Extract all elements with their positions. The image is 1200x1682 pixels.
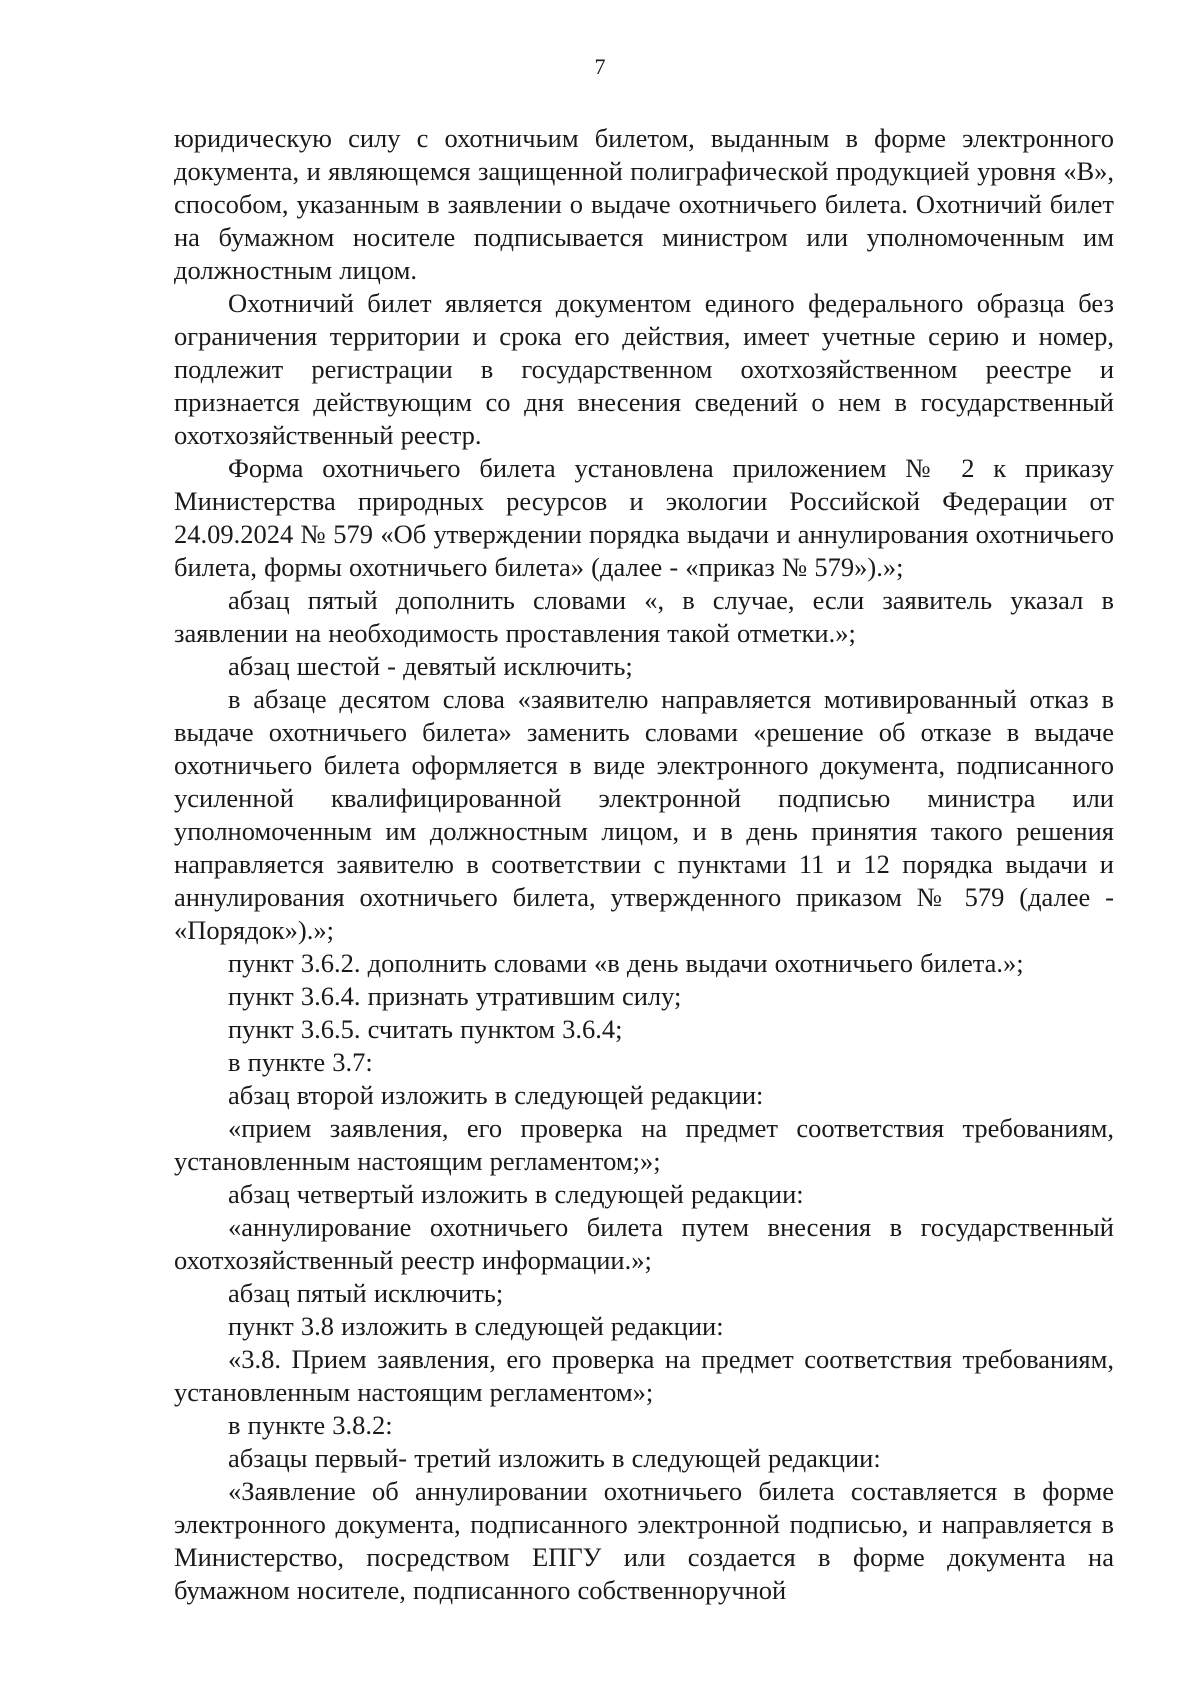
paragraph-16: пункт 3.8 изложить в следующей редакции: bbox=[228, 1311, 724, 1341]
paragraph-8: пункт 3.6.4. признать утратившим силу; bbox=[228, 981, 682, 1011]
paragraph-12: «прием заявления, его проверка на предмет соответствия требованиям, установленным настоящим регламентом;»; bbox=[174, 1113, 1114, 1176]
paragraph-1: юридическую силу с охотничьим билетом, выданным в форме электронного документа, и являющемся защищенной полиграфической продукцией уровня «В», способом, указанным в заявлении о выдаче охотничьего билета. Охотничий билет на бумажном носителе подписывается министром или уполномоченным им должностным лицом. bbox=[174, 123, 1114, 285]
paragraph-4: абзац пятый дополнить словами «, в случае, если заявитель указал в заявлении на необходимость проставления такой отметки.»; bbox=[174, 585, 1114, 648]
paragraph-9: пункт 3.6.5. считать пунктом 3.6.4; bbox=[228, 1014, 623, 1044]
paragraph-11: абзац второй изложить в следующей редакции: bbox=[228, 1080, 764, 1110]
paragraph-13: абзац четвертый изложить в следующей редакции: bbox=[228, 1179, 804, 1209]
paragraph-19: абзацы первый- третий изложить в следующей редакции: bbox=[228, 1443, 881, 1473]
paragraph-14: «аннулирование охотничьего билета путем внесения в государственный охотхозяйственный реестр информации.»; bbox=[174, 1212, 1114, 1275]
paragraph-10: в пункте 3.7: bbox=[228, 1047, 373, 1077]
paragraph-18: в пункте 3.8.2: bbox=[228, 1410, 393, 1440]
paragraph-2: Охотничий билет является документом единого федерального образца без ограничения территории и срока его действия, имеет учетные серию и номер, подлежит регистрации в государственном охотхозяйственном реестре и признается действующим со дня внесения сведений о нем в государственный охотхозяйственный реестр. bbox=[174, 288, 1114, 450]
paragraph-3: Форма охотничьего билета установлена приложением № 2 к приказу Министерства природных ресурсов и экологии Российской Федерации от 24.09.2024 № 579 «Об утверждении порядка выдачи и аннулирования охотничьего билета, формы охотничьего билета» (далее - «приказ № 579»).»; bbox=[174, 453, 1114, 582]
paragraph-7: пункт 3.6.2. дополнить словами «в день выдачи охотничьего билета.»; bbox=[228, 948, 1024, 978]
paragraph-17: «3.8. Прием заявления, его проверка на предмет соответствия требованиям, установленным настоящим регламентом»; bbox=[174, 1344, 1114, 1407]
document-body bbox=[174, 122, 1114, 1607]
paragraph-6: в абзаце десятом слова «заявителю направляется мотивированный отказ в выдаче охотничьего билета» заменить словами «решение об отказе в выдаче охотничьего билета оформляется в виде электронного документа, подписанного усиленной квалифицированной электронной подписью министра или уполномоченным им должностным лицом, и в день принятия такого решения направляется заявителю в соответствии с пунктами 11 и 12 порядка выдачи и аннулирования охотничьего билета, утвержденного приказом № 579 (далее - «Порядок»).»; bbox=[174, 684, 1114, 945]
paragraph-20: «Заявление об аннулировании охотничьего билета составляется в форме электронного документа, подписанного электронной подписью, и направляется в Министерство, посредством ЕПГУ или создается в форме документа на бумажном носителе, подписанного собственноручной bbox=[174, 1476, 1114, 1605]
paragraph-15: абзац пятый исключить; bbox=[228, 1278, 504, 1308]
page-number: 7 bbox=[594, 54, 606, 79]
paragraph-5: абзац шестой - девятый исключить; bbox=[228, 651, 633, 681]
